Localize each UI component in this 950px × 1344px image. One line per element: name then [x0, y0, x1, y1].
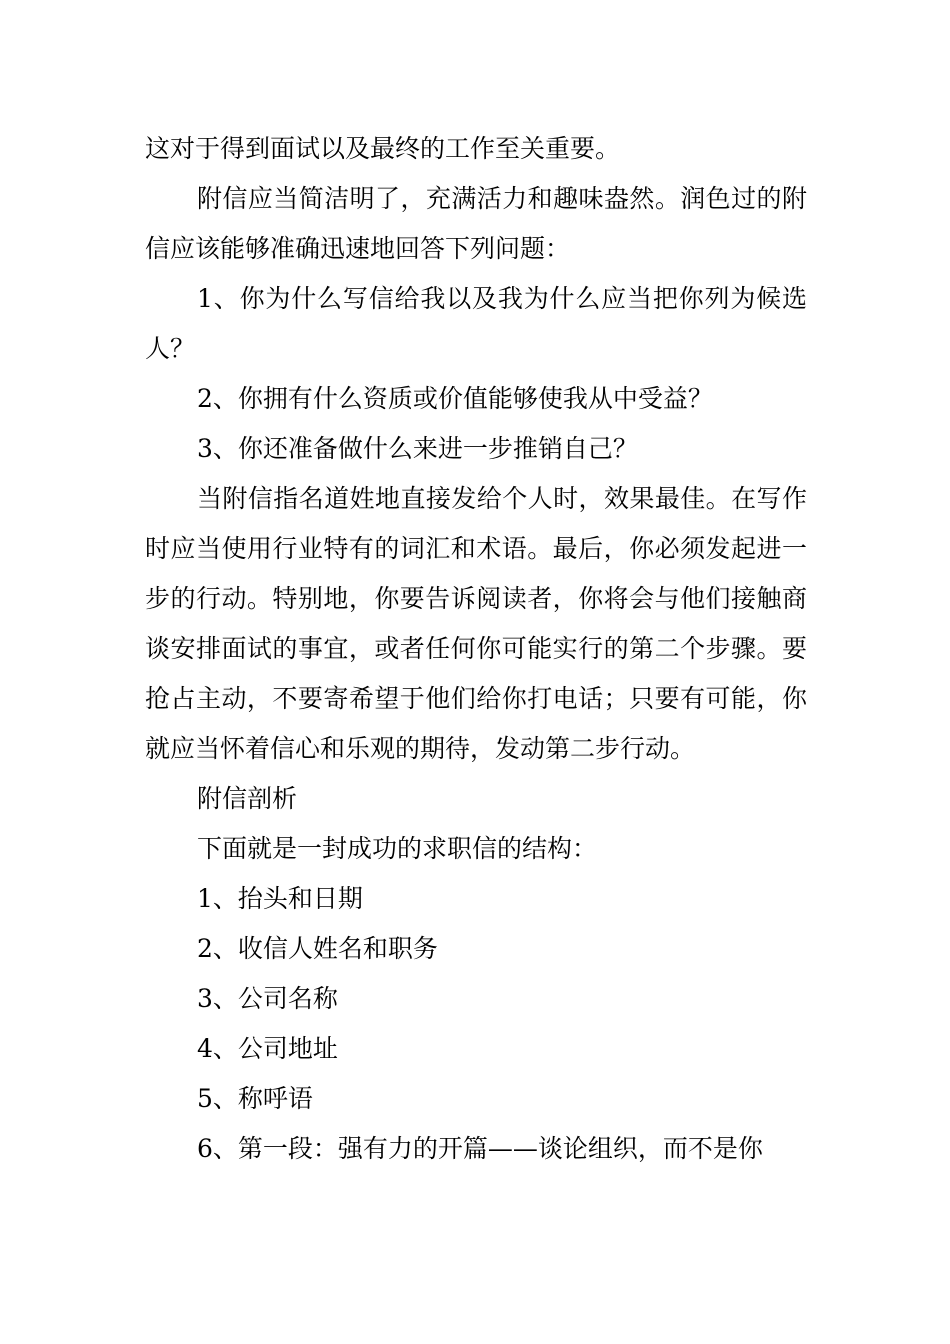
structure-item-4: 4、公司地址 [197, 1034, 338, 1063]
paragraph-advice: 当附信指名道姓地直接发给个人时，效果最佳。在写作时应当使用行业特有的词汇和术语。最后，你必须发起进一步的行动。特别地，你要告诉阅读者，你将会与他们接触商谈安排面试的事宜，或者任何你可能实行的第二个步骤。要抢占主动，不要寄希望于他们给你打电话；只要有可能，你就应当怀着信心和乐观的期待，发动第二步行动。 [145, 484, 807, 763]
structure-intro: 下面就是一封成功的求职信的结构： [197, 834, 598, 863]
structure-item-2: 2、收信人姓名和职务 [197, 934, 438, 963]
structure-item-3: 3、公司名称 [197, 984, 338, 1013]
document-body [145, 124, 807, 1174]
question-item-3: 3、你还准备做什么来进一步推销自己？ [197, 434, 638, 463]
section-heading: 附信剖析 [197, 784, 298, 813]
structure-item-6: 6、第一段：强有力的开篇——谈论组织，而不是你 [197, 1134, 763, 1163]
question-item-2: 2、你拥有什么资质或价值能够使我从中受益？ [197, 384, 713, 413]
question-item-1: 1、你为什么写信给我以及我为什么应当把你列为候选人？ [145, 284, 807, 363]
structure-item-5: 5、称呼语 [197, 1084, 313, 1113]
structure-item-1: 1、抬头和日期 [197, 884, 363, 913]
paragraph-continuation: 这对于得到面试以及最终的工作至关重要。 [145, 134, 621, 163]
paragraph-cover-letter-intro: 附信应当简洁明了，充满活力和趣味盎然。润色过的附信应该能够准确迅速地回答下列问题： [145, 184, 807, 263]
